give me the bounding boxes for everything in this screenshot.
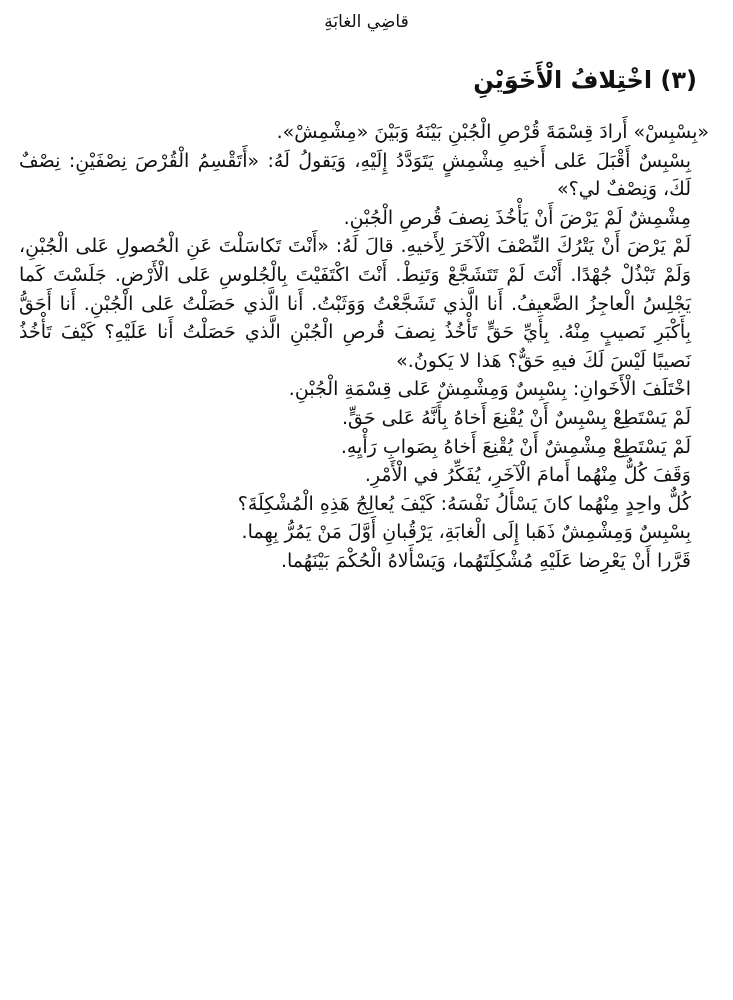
paragraph-7: لَمْ يَسْتَطِعْ مِشْمِشٌ أَنْ يُقْنِعَ أَخاهُ بِصَوابِ رَأْيِهِ. — [340, 435, 691, 458]
paragraph-4: لَمْ يَرْضَ أَنْ يَتْرُكَ النِّصْفَ الْآخَرَ لِأَخيهِ. قالَ لَهُ: «أَنْتَ تَكاسَلْتَ عَنِ الْحُصولِ عَلى الْجُبْنِ، وَلَمْ تَبْذُلْ جُهْدًا. أَنْتَ لَمْ تَتَشَجَّعْ وَتَنِطْ. أَنْتَ اكْتَفَيْتَ بِالْجُلوسِ عَلى الْأَرْضِ. جَلَسْتَ كَما يَجْلِسُ الْعاجِزُ الضَّعيفُ. أَنا الَّذي تَشَجَّعْتُ وَوَثَبْتُ. أَنا الَّذي حَصَلْتُ عَلى الْجُبْنِ. أَنا أَحَقُّ بِأَكْبَرِ نَصيبٍ مِنْهُ. بِأَيِّ حَقٍّ تَأْخُذُ نِصفَ قُرصِ الْجُبْنِ الَّذي حَصَلْتُ أَنا عَلَيْهِ؟ كَيْفَ تَأْخُذُ نَصيبًا لَيْسَ لَكَ فيهِ حَقٌّ؟ هَذا لا يَكونُ.» — [19, 235, 691, 372]
chapter-title: (٣) اخْتِلافُ الْأَخَوَيْنِ — [473, 66, 697, 94]
paragraph-2: بِسْبِسٌ أَقْبَلَ عَلى أَخيهِ مِشْمِشٍ يَتَوَدَّدُ إِلَيْهِ، وَيَقولُ لَهُ: «أَتَقْسِمُ الْقُرْصَ نِصْفَيْنِ: نِصْفٌ لَكَ، وَنِصْفٌ لي؟» — [19, 149, 691, 201]
paragraph-9: كُلٌّ واحِدٍ مِنْهُما كانَ يَسْأَلُ نَفْسَهُ: كَيْفَ يُعالِجُ هَذِهِ الْمُشْكِلَةَ؟ — [237, 492, 691, 515]
story-text — [19, 118, 709, 576]
running-head: قاضِي الغابَةِ — [324, 12, 409, 32]
paragraph-1: «بِسْبِسْ» أَرادَ قِسْمَةَ قُرْصِ الْجُبْنِ بَيْنَهُ وَبَيْنَ «مِشْمِشْ». — [276, 121, 709, 143]
paragraph-5: اخْتَلَفَ الْأَخَوانِ: بِسْبِسٌ وَمِشْمِشٌ عَلى قِسْمَةِ الْجُبْنِ. — [288, 378, 691, 401]
paragraph-3: مِشْمِشٌ لَمْ يَرْضَ أَنْ يَأْخُذَ نِصفَ قُرصِ الْجُبْنِ. — [343, 206, 691, 229]
paragraph-10: بِسْبِسٌ وَمِشْمِشٌ ذَهَبا إِلَى الْغابَةِ، يَرْقُبانِ أَوَّلَ مَنْ يَمُرُّ بِهِما. — [241, 521, 691, 544]
paragraph-6: لَمْ يَسْتَطِعْ بِسْبِسٌ أَنْ يُقْنِعَ أَخاهُ بِأَنَّهُ عَلى حَقٍّ. — [341, 406, 691, 429]
paragraph-8: وَقَفَ كُلٌّ مِنْهُما أَمامَ الْآخَرِ، يُفَكِّرُ في الْأَمْرِ. — [364, 464, 691, 487]
paragraph-11: قَرَّرا أَنْ يَعْرِضا عَلَيْهِ مُشْكِلَتَهُما، وَيَسْأَلاهُ الْحُكْمَ بَيْنَهُما. — [280, 549, 691, 572]
